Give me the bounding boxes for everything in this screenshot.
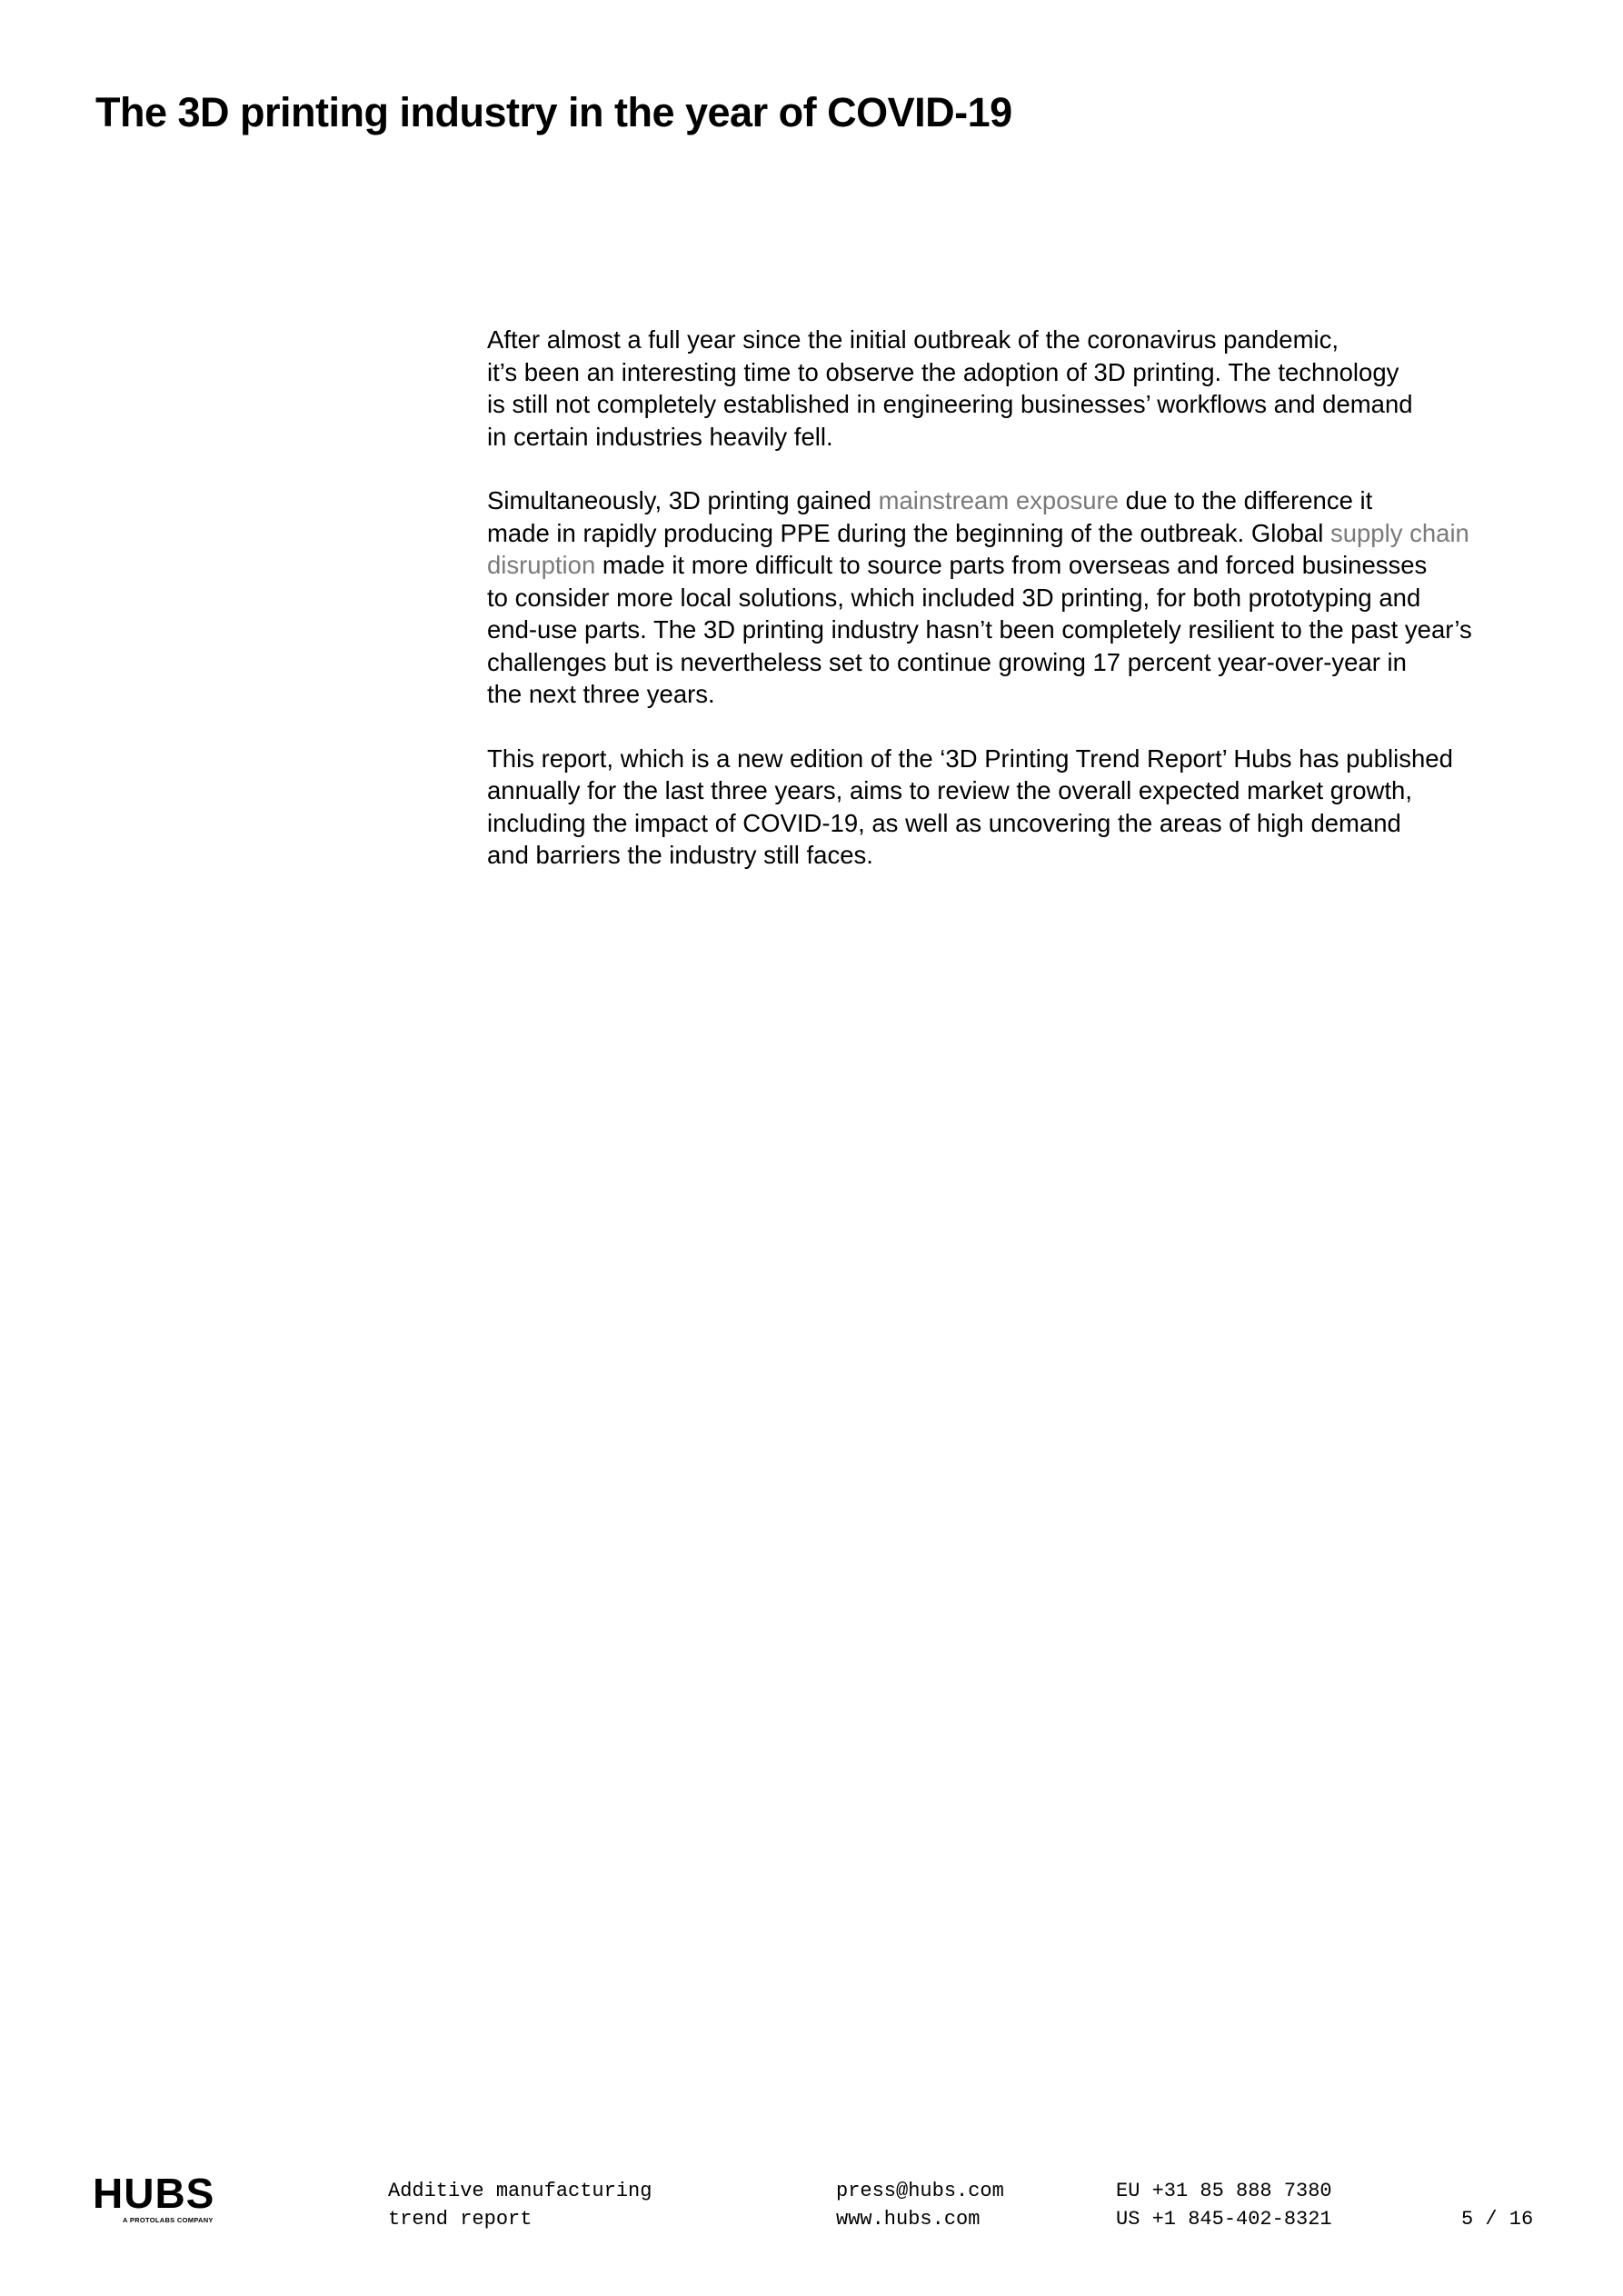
text-segment: Simultaneously, 3D printing gained — [487, 486, 879, 514]
body-paragraph — [487, 324, 1550, 453]
footer-phone-us: US +1 845-402-8321 — [1116, 2208, 1332, 2231]
text-segment: in certain industries heavily fell. — [487, 422, 833, 451]
text-line — [487, 614, 1550, 646]
text-line — [487, 646, 1550, 679]
text-segment: made in rapidly producing PPE during the beginning of the outbreak. Global — [487, 518, 1330, 547]
text-line — [487, 517, 1550, 550]
inline-link[interactable]: supply chain — [1329, 518, 1469, 547]
text-line — [487, 324, 1550, 356]
text-line — [487, 743, 1550, 775]
text-line — [487, 549, 1550, 582]
text-line — [487, 388, 1550, 421]
text-segment: annually for the last three years, aims to review the overall expected market growth, — [487, 776, 1412, 804]
text-segment: This report, which is a new edition of the ‘3D Printing Trend Report’ Hubs has published — [487, 744, 1453, 773]
text-segment: and barriers the industry still faces. — [487, 841, 873, 869]
text-line — [487, 356, 1550, 389]
text-segment: made it more difficult to source parts from overseas and forced businesses — [595, 551, 1428, 579]
text-line — [487, 774, 1550, 807]
text-line — [487, 807, 1550, 840]
inline-link[interactable]: mainstream exposure — [878, 486, 1119, 514]
text-line — [487, 484, 1550, 517]
logo-subtitle: A PROTOLABS COMPANY — [123, 2216, 214, 2224]
inline-link[interactable]: disruption — [487, 551, 596, 579]
body-text — [487, 324, 1550, 903]
body-paragraph — [487, 484, 1550, 711]
text-segment: is still not completely established in engineering businesses’ workflows and demand — [487, 390, 1413, 418]
text-segment: it’s been an interesting time to observe the adoption of 3D printing. The technology — [487, 357, 1399, 386]
page-number: 5 / 16 — [1461, 2208, 1534, 2231]
text-segment: due to the difference it — [1119, 486, 1373, 514]
footer-report-title — [388, 2177, 652, 2233]
body-paragraph — [487, 743, 1550, 872]
footer-phone-eu: EU +31 85 888 7380 — [1116, 2180, 1332, 2202]
text-segment: end-use parts. The 3D printing industry hasn’t been completely resilient to the past year’s — [487, 615, 1472, 644]
text-line — [487, 421, 1550, 454]
footer-contact — [836, 2177, 1004, 2233]
text-line — [487, 678, 1550, 711]
text-segment: the next three years. — [487, 680, 715, 708]
page-title: The 3D printing industry in the year of COVID-19 — [95, 89, 1012, 135]
text-segment: including the impact of COVID-19, as well as uncovering the areas of high demand — [487, 808, 1401, 837]
footer-website-link[interactable]: www.hubs.com — [836, 2208, 981, 2231]
footer-report-line2: trend report — [388, 2208, 533, 2231]
text-segment: After almost a full year since the initial outbreak of the coronavirus pandemic, — [487, 325, 1339, 354]
text-line — [487, 839, 1550, 872]
footer-phones — [1116, 2177, 1332, 2233]
footer — [0, 2170, 1623, 2248]
footer-report-line1: Additive manufacturing — [388, 2180, 652, 2202]
text-segment: challenges but is nevertheless set to continue growing 17 percent year-over-year in — [487, 647, 1407, 676]
hubs-logo[interactable] — [93, 2170, 238, 2239]
text-segment: to consider more local solutions, which included 3D printing, for both prototyping and — [487, 583, 1421, 612]
footer-email-link[interactable]: press@hubs.com — [836, 2180, 1004, 2202]
logo-wordmark: HUBS — [93, 2170, 215, 2217]
text-line — [487, 582, 1550, 614]
